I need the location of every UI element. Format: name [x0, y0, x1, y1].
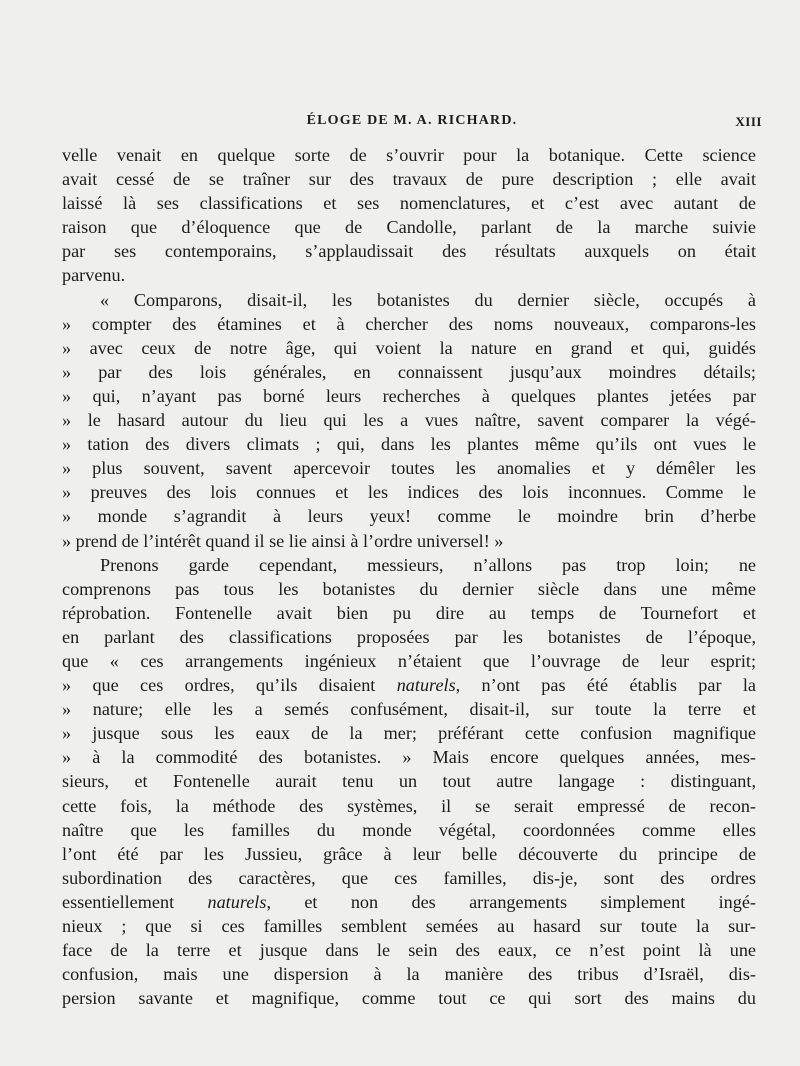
emphasized-word: naturels — [207, 891, 267, 912]
text-line: en parlant des classifications proposées par les botanistes de l’époque, — [62, 626, 756, 647]
text-line: Prenons garde cependant, messieurs, n’allons pas trop loin; ne — [100, 554, 756, 575]
text-line: face de la terre et jusque dans le sein des eaux, ce n’est point là une — [62, 940, 756, 961]
text-line: sieurs, et Fontenelle aurait tenu un tout autre langage : distinguant, — [62, 771, 756, 792]
text-line: parvenu. — [62, 265, 126, 286]
text-line: » plus souvent, savent apercevoir toutes les anomalies et y démêler les — [62, 458, 756, 479]
text-line: avait cessé de se traîner sur des travaux de pure description ; elle avait — [62, 169, 756, 190]
body-text — [62, 143, 756, 1010]
text-line: » monde s’agrandit à leurs yeux! comme le moindre brin d’herbe — [62, 506, 756, 527]
text-line: » qui, n’ayant pas borné leurs recherches à quelques plantes jetées par — [62, 385, 756, 406]
text-line: comprenons pas tous les botanistes du dernier siècle dans une même — [62, 578, 756, 599]
text-line: naître que les familles du monde végétal, coordonnées comme elles — [62, 819, 756, 840]
text-line: velle venait en quelque sorte de s’ouvrir pour la botanique. Cette science — [62, 145, 756, 165]
text-line: l’ont été par les Jussieu, grâce à leur belle découverte du principe de — [62, 843, 756, 864]
text-line: subordination des caractères, que ces familles, dis-je, sont des ordres — [62, 867, 756, 888]
text-line: » le hasard autour du lieu qui les a vues naître, savent comparer la végé- — [62, 410, 756, 431]
running-title: ÉLOGE DE M. A. RICHARD. — [306, 113, 518, 128]
text-line: essentiellement naturels, et non des arrangements simplement ingé- — [62, 891, 756, 912]
text-line: » par des lois générales, en connaissent jusqu’aux moindres détails; — [62, 361, 756, 382]
text-line: » preuves des lois connues et les indices des lois inconnues. Comme le — [62, 482, 756, 503]
text-line: cette fois, la méthode des systèmes, il se serait empressé de recon- — [62, 795, 756, 816]
text-line: » que ces ordres, qu’ils disaient naturels, n’ont pas été établis par la — [62, 675, 756, 696]
text-line: » prend de l’intérêt quand il se lie ainsi à l’ordre universel! » — [62, 530, 504, 551]
text-line: laissé là ses classifications et ses nomenclatures, et c’est avec autant de — [62, 193, 756, 214]
text-line: » nature; elle les a semés confusément, disait-il, sur toute la terre et — [62, 699, 756, 720]
emphasized-word: naturels — [396, 675, 456, 696]
text-line: par ses contemporains, s’applaudissait des résultats auxquels on était — [62, 241, 756, 262]
text-line: raison que d’éloquence que de Candolle, parlant de la marche suivie — [62, 217, 756, 238]
text-line: que « ces arrangements ingénieux n’étaient que l’ouvrage de leur esprit; — [62, 650, 756, 671]
text-line: » compter des étamines et à chercher des noms nouveaux, comparons-les — [62, 313, 756, 334]
page-number: XIII — [735, 114, 762, 129]
text-line: confusion, mais une dispersion à la manière des tribus d’Israël, dis- — [62, 964, 756, 985]
text-line: nieux ; que si ces familles semblent semées au hasard sur toute la sur- — [62, 916, 756, 936]
text-line: réprobation. Fontenelle avait bien pu dire au temps de Tournefort et — [62, 602, 756, 623]
text-line: » tation des divers climats ; qui, dans les plantes même qu’ils ont vues le — [62, 434, 756, 455]
text-line: » avec ceux de notre âge, qui voient la nature en grand et qui, guidés — [62, 337, 756, 358]
running-head — [62, 113, 762, 135]
text-line: persion savante et magnifique, comme tout ce qui sort des mains du — [62, 988, 756, 1009]
text-line: » jusque sous les eaux de la mer; préférant cette confusion magnifique — [62, 723, 756, 744]
text-line: » à la commodité des botanistes. » Mais encore quelques années, mes- — [62, 747, 756, 768]
text-line: « Comparons, disait-il, les botanistes du dernier siècle, occupés à — [100, 289, 756, 310]
